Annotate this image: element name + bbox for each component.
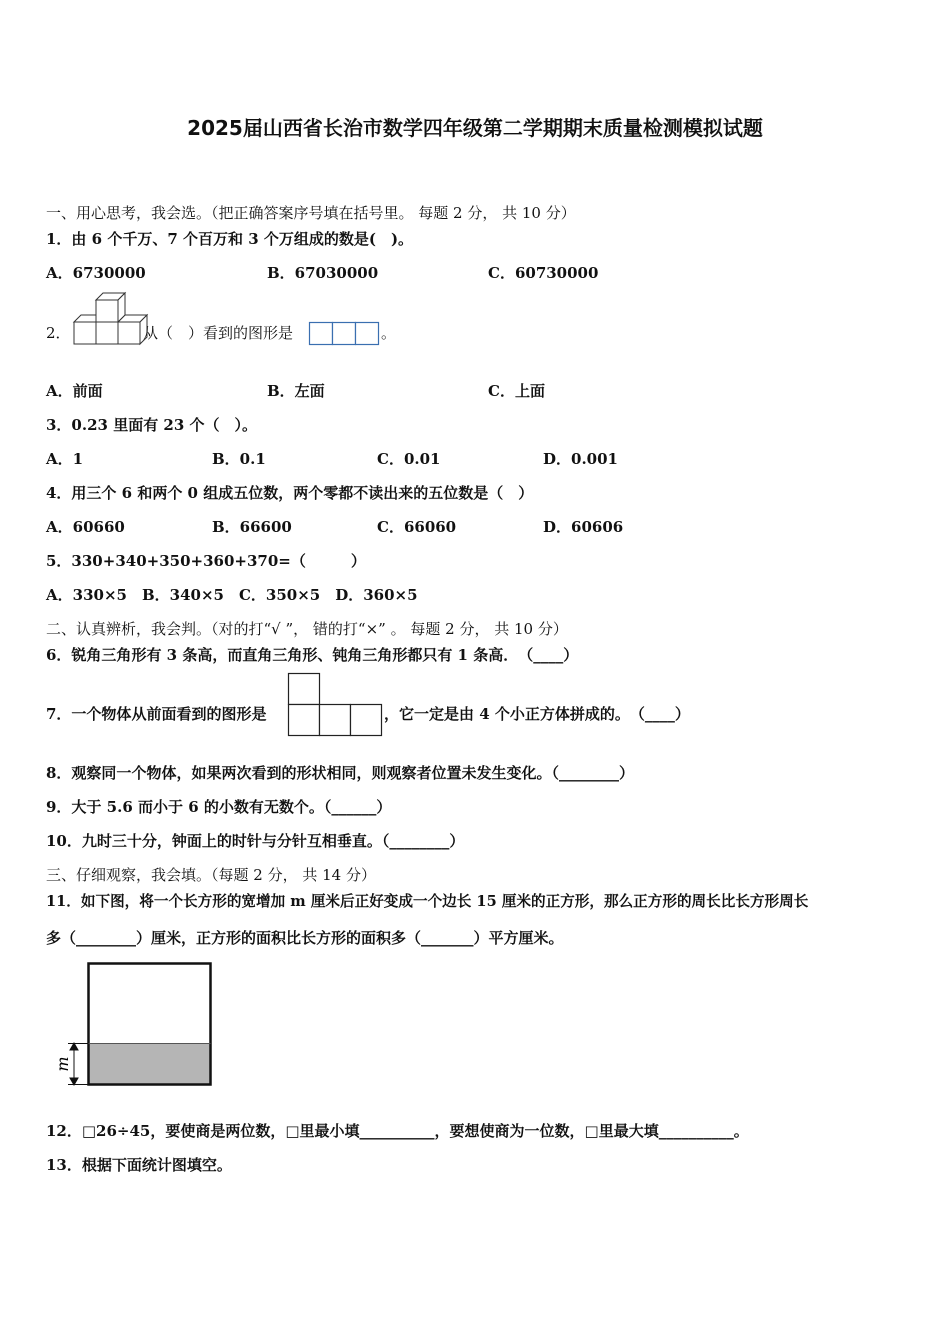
square-rectangle-figure: [50, 960, 220, 1090]
q4-option-c: C．66060: [377, 518, 457, 536]
page-title: 2025届山西省长治市数学四年级第二学期期末质量检测模拟试题: [187, 116, 763, 140]
q5-options: A．330×5 B．340×5 C．350×5 D．360×5: [46, 586, 418, 604]
question-10: 10．九时三十分，钟面上的时针与分针互相垂直。（________）: [46, 832, 465, 850]
question-9: 9．大于 5.6 而小于 6 的小数有无数个。（______）: [46, 798, 392, 816]
question-2-end: 。: [381, 324, 397, 342]
question-2-text: 从（ ）看到的图形是: [143, 324, 294, 342]
question-5: 5．330+340+350+360+370=（ ）: [46, 552, 366, 570]
q3-option-c: C．0.01: [377, 450, 441, 468]
question-1: 1．由 6 个千万、7 个百万和 3 个万组成的数是( )。: [46, 230, 414, 248]
question-7-start: 7．一个物体从前面看到的图形是: [46, 705, 267, 723]
cube-stack-figure: [72, 294, 144, 346]
section-3-heading: 三、仔细观察，我会填。（每题 2 分， 共 14 分）: [46, 866, 376, 884]
m-label: m: [53, 1056, 72, 1072]
q4-option-d: D．60606: [543, 518, 624, 536]
section-2-heading: 二、认真辨析，我会判。（对的打“√ ”， 错的打“×” 。 每题 2 分， 共 10 分）: [46, 620, 568, 638]
shaded-strip: [89, 1044, 211, 1085]
q1-option-b: B．67030000: [267, 264, 379, 282]
question-7-end: ，它一定是由 4 个小正方体拼成的。 （____）: [384, 705, 690, 723]
section-1-heading: 一、用心思考，我会选。（把正确答案序号填在括号里。 每题 2 分， 共 10 分）: [46, 204, 576, 222]
q3-option-b: B．0.1: [212, 450, 266, 468]
question-3: 3．0.23 里面有 23 个（ ）。: [46, 416, 258, 434]
question-11-line-2: 多（________）厘米，正方形的面积比长方形的面积多（_______）平方厘米。: [46, 929, 564, 947]
question-13: 13．根据下面统计图填空。: [46, 1156, 232, 1174]
q3-option-d: D．0.001: [543, 450, 618, 468]
question-11-line-1: 11．如下图，将一个长方形的宽增加 m 厘米后正好变成一个边长 15 厘米的正方形，那么正方形的周长比长方形周长: [46, 893, 809, 910]
question-2-number: 2．: [46, 324, 71, 342]
q4-option-a: A．60660: [46, 518, 125, 536]
q3-option-a: A．1: [46, 450, 84, 468]
q2-option-c: C．上面: [488, 382, 545, 400]
question-8: 8．观察同一个物体，如果两次看到的形状相同，则观察者位置未发生变化。（________）: [46, 764, 634, 782]
q2-option-a: A．前面: [46, 382, 103, 400]
q1-option-a: A．6730000: [46, 264, 146, 282]
question-4: 4．用三个 6 和两个 0 组成五位数，两个零都不读出来的五位数是（ ）: [46, 484, 534, 502]
q1-option-c: C．60730000: [488, 264, 599, 282]
question-6: 6．锐角三角形有 3 条高，而直角三角形、钝角三角形都只有 1 条高． （____）: [46, 646, 579, 664]
question-12: 12．□26÷45，要使商是两位数，□里最小填__________，要想使商为一位数，□里最大填__________。: [46, 1122, 749, 1140]
three-squares-view: [309, 322, 381, 346]
q2-option-b: B．左面: [267, 382, 325, 400]
front-view-figure: [288, 673, 384, 737]
q4-option-b: B．66600: [212, 518, 292, 536]
